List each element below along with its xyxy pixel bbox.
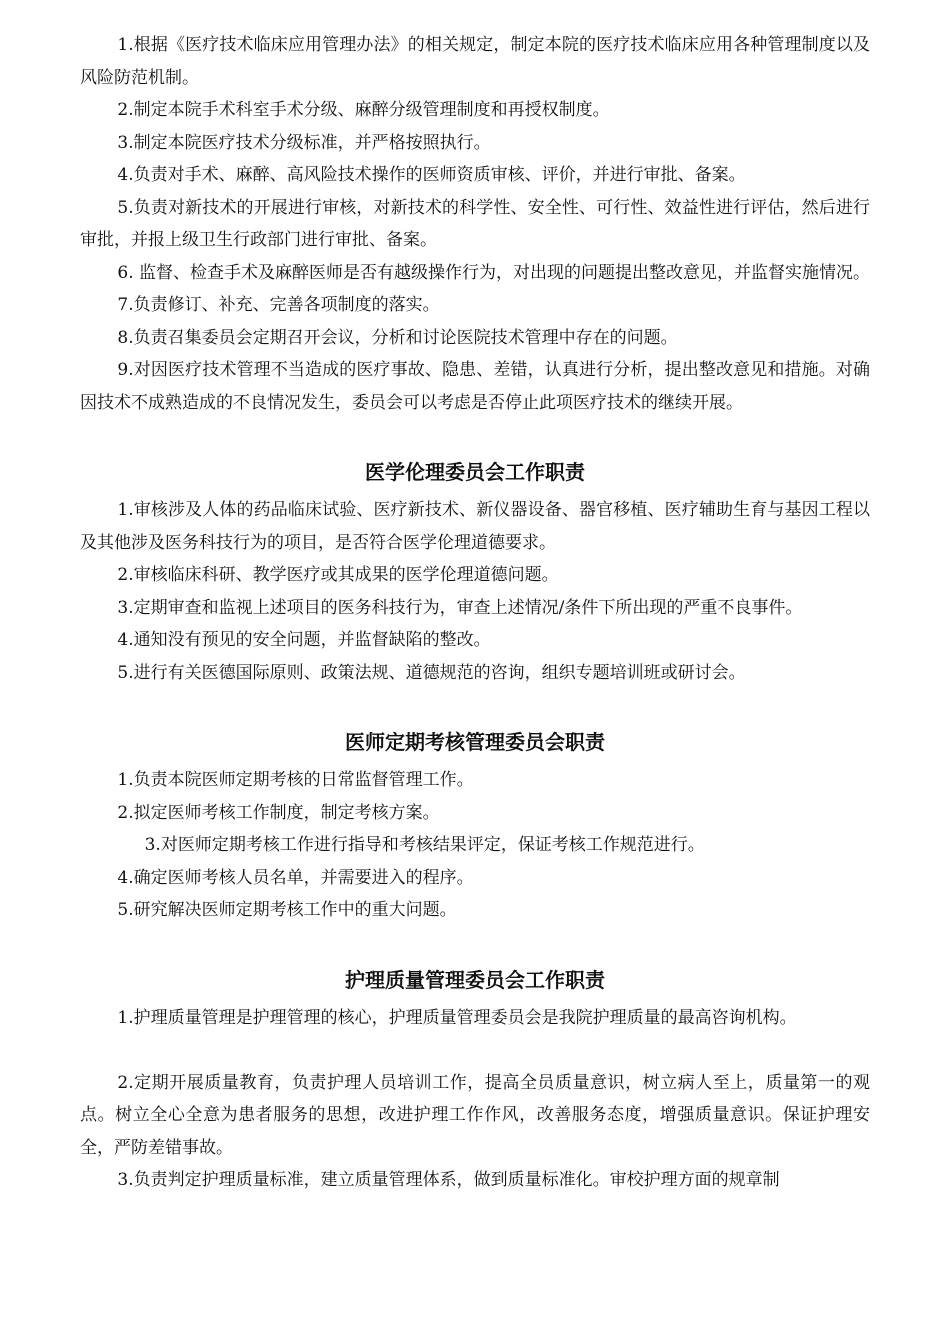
duty-item-5: 5.研究解决医师定期考核工作中的重大问题。	[117, 900, 457, 920]
section-medical-ethics-committee	[80, 452, 870, 689]
section-title: 医师定期考核管理委员会职责	[345, 730, 605, 754]
duty-item-2: 2.拟定医师考核工作制度，制定考核方案。	[117, 802, 440, 823]
duty-item-4: 4.确定医师考核人员名单，并需要进入的程序。	[117, 867, 474, 888]
duty-item-9: 9.对因医疗技术管理不当造成的医疗事故、隐患、差错，认真进行分析，提出整改意见和措施。对确因技术不成熟造成的不良情况发生，委员会可以考虑是否停止此项医疗技术的继续开展。	[80, 360, 870, 413]
duty-item-4: 4.负责对手术、麻醉、高风险技术操作的医师资质审核、评价，并进行审批、备案。	[117, 165, 746, 185]
document-page	[80, 29, 870, 1197]
duty-item-3: 3.对医师定期考核工作进行指导和考核结果评定，保证考核工作规范进行。	[144, 835, 705, 855]
duty-item-6: 6. 监督、检查手术及麻醉医师是否有越级操作行为，对出现的问题提出整改意见，并监督实施情况。	[117, 262, 871, 283]
duty-item-3: 3.负责判定护理质量标准，建立质量管理体系，做到质量标准化。审校护理方面的规章制	[117, 1170, 780, 1190]
blank-line	[80, 1034, 870, 1067]
section-medical-technology-duties	[80, 29, 870, 419]
section-title: 护理质量管理委员会工作职责	[345, 967, 605, 992]
duty-item-2: 2.定期开展质量教育，负责护理人员培训工作，提高全员质量意识，树立病人至上，质量第一的观点。树立全心全意为患者服务的思想，改进护理工作作风，改善服务态度，增强质量意识。保证护理安全，严防差错事故。	[80, 1072, 870, 1158]
duty-item-3: 3.定期审查和监视上述项目的医务科技行为，审查上述情况/条件下所出现的严重不良事件。	[117, 597, 803, 618]
duty-item-1: 1.负责本院医师定期考核的日常监督管理工作。	[117, 770, 474, 790]
duty-item-5: 5.进行有关医德国际原则、政策法规、道德规范的咨询，组织专题培训班或研讨会。	[117, 662, 746, 683]
duty-item-4: 4.通知没有预见的安全问题，并监督缺陷的整改。	[117, 630, 491, 650]
duty-item-1: 1.护理质量管理是护理管理的核心，护理质量管理委员会是我院护理质量的最高咨询机构。	[117, 1007, 797, 1028]
duty-item-2: 2.审核临床科研、教学医疗或其成果的医学伦理道德问题。	[117, 565, 559, 585]
duty-item-1: 1.根据《医疗技术临床应用管理办法》的相关规定，制定本院的医疗技术临床应用各种管理制度以及风险防范机制。	[80, 35, 870, 88]
section-spacer	[80, 689, 870, 722]
duty-item-8: 8.负责召集委员会定期召开会议，分析和讨论医院技术管理中存在的问题。	[117, 327, 678, 348]
duty-item-7: 7.负责修订、补充、完善各项制度的落实。	[117, 295, 440, 315]
duty-item-1: 1.审核涉及人体的药品临床试验、医疗新技术、新仪器设备、器官移植、医疗辅助生育与基因工程以及其他涉及医务科技行为的项目，是否符合医学伦理道德要求。	[80, 500, 870, 553]
section-spacer	[80, 419, 870, 452]
section-physician-assessment-committee	[80, 722, 870, 927]
duty-item-3: 3.制定本院医疗技术分级标准，并严格按照执行。	[117, 132, 491, 153]
duty-item-2: 2.制定本院手术科室手术分级、麻醉分级管理制度和再授权制度。	[117, 100, 610, 120]
section-nursing-quality-committee	[80, 960, 870, 1197]
duty-item-5: 5.负责对新技术的开展进行审核，对新技术的科学性、安全性、可行性、效益性进行评估，然后进行审批，并报上级卫生行政部门进行审批、备案。	[80, 197, 870, 250]
section-spacer	[80, 927, 870, 960]
section-title: 医学伦理委员会工作职责	[365, 460, 585, 484]
